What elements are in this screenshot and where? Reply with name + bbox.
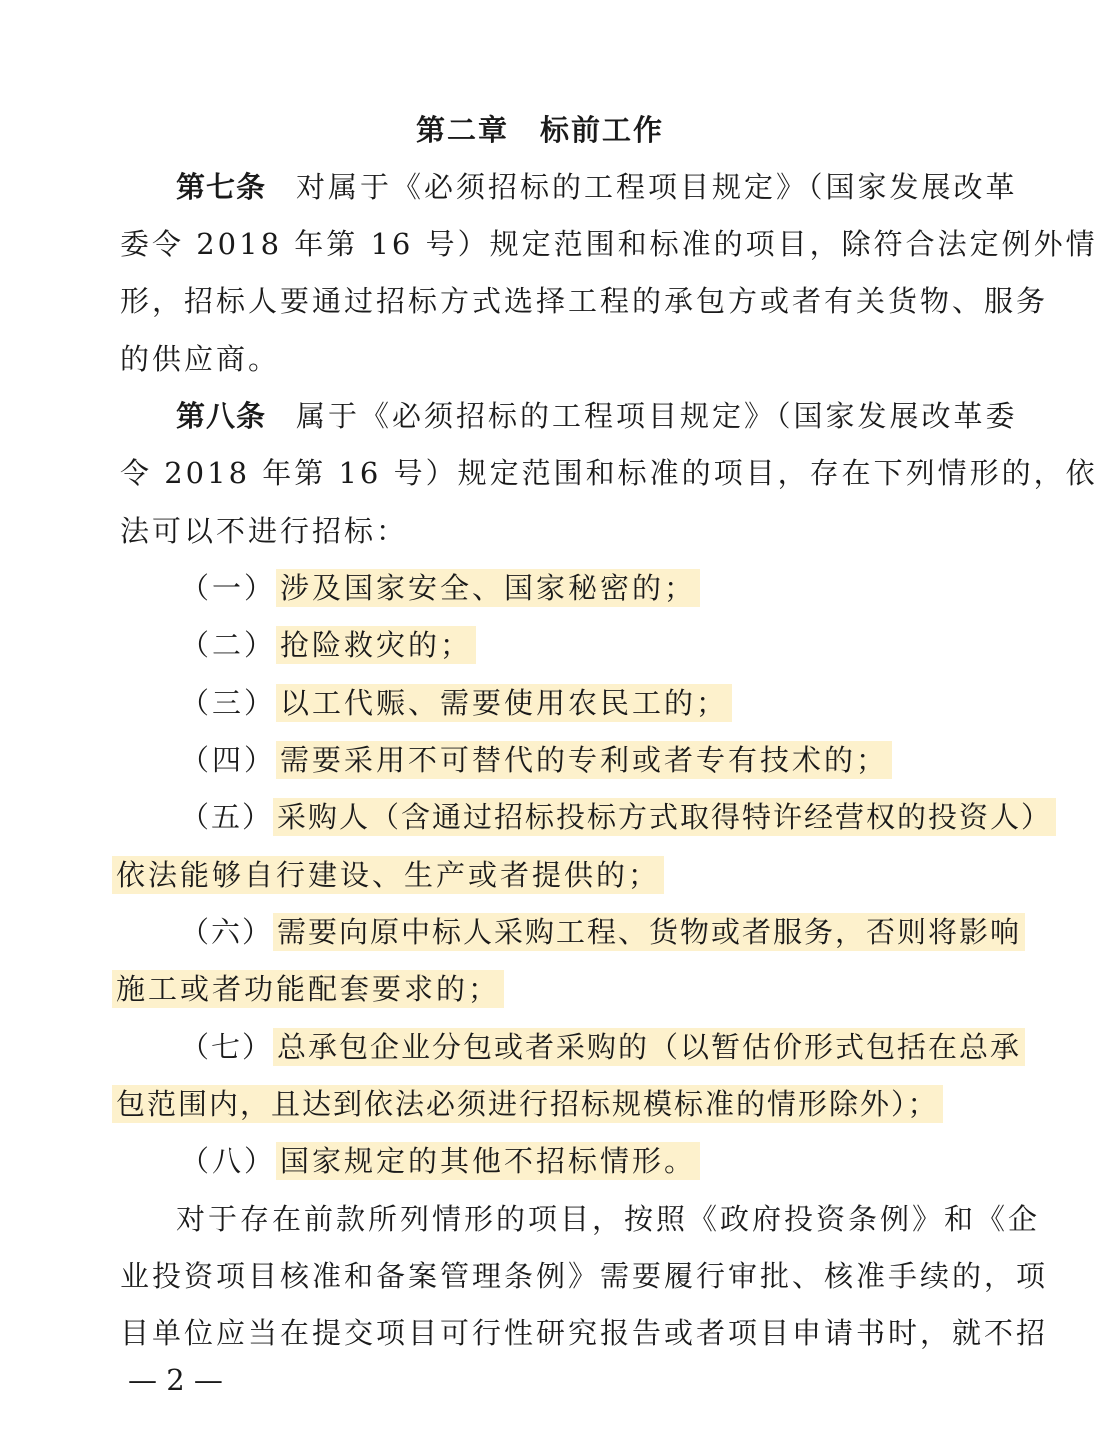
list-item-1 <box>120 568 965 608</box>
list-item-text: 包范围内，且达到依法必须进行招标规模标准的情形除外）； <box>112 1085 943 1123</box>
list-item-label: （二） <box>180 628 277 662</box>
list-item-6 <box>120 912 1022 952</box>
list-item-8 <box>120 1141 965 1181</box>
list-item-text: 国家规定的其他不招标情形。 <box>276 1142 700 1180</box>
list-item-label: （八） <box>180 1144 277 1178</box>
page-number: — 2 — <box>128 1363 223 1397</box>
list-item-2 <box>120 625 965 665</box>
article-7-line-1 <box>120 167 1018 207</box>
final-paragraph-line-3: 目单位应当在提交项目可行性研究报告或者项目申请书时，就不招 <box>120 1316 1049 1350</box>
article-7-line-4: 的供应商。 <box>120 342 281 376</box>
list-item-text: 需要向原中标人采购工程、货物或者服务，否则将影响 <box>273 913 1025 951</box>
list-item-7 <box>120 1027 1022 1067</box>
article-8-line-1 <box>120 396 1018 436</box>
list-item-6-continued <box>112 969 957 1009</box>
list-item-text: 需要采用不可替代的专利或者专有技术的； <box>276 741 892 779</box>
article-8-number: 第八条 <box>176 399 267 433</box>
final-paragraph-line-2: 业投资项目核准和备案管理条例》需要履行审批、核准手续的，项 <box>120 1259 1049 1293</box>
list-item-3 <box>120 683 965 723</box>
list-item-label: （五） <box>180 800 274 834</box>
list-item-text: 涉及国家安全、国家秘密的； <box>276 569 700 607</box>
article-8-text: 属于《必须招标的工程项目规定》（国家发展改革委 <box>296 399 1018 433</box>
list-item-label: （三） <box>180 686 277 720</box>
list-item-text: 以工代赈、需要使用农民工的； <box>276 684 732 722</box>
list-item-5 <box>120 797 1053 837</box>
list-item-text: 施工或者功能配套要求的； <box>112 970 504 1008</box>
list-item-label: （四） <box>180 743 277 777</box>
list-item-text: 抢险救灾的； <box>276 626 476 664</box>
list-item-text: 总承包企业分包或者采购的（以暂估价形式包括在总承 <box>273 1028 1025 1066</box>
article-7-text: 对属于《必须招标的工程项目规定》（国家发展改革 <box>296 170 1018 204</box>
list-item-label: （一） <box>180 571 277 605</box>
list-item-5-continued <box>112 855 957 895</box>
list-item-4 <box>120 740 965 780</box>
article-7-line-3: 形，招标人要通过招标方式选择工程的承包方或者有关货物、服务 <box>120 284 1049 318</box>
list-item-text: 依法能够自行建设、生产或者提供的； <box>112 856 664 894</box>
chapter-title: 第二章 标前工作 <box>415 113 664 147</box>
list-item-7-continued <box>112 1084 967 1124</box>
article-8-line-3: 法可以不进行招标： <box>120 514 409 548</box>
list-item-text: 采购人（含通过招标投标方式取得特许经营权的投资人） <box>273 798 1056 836</box>
article-8-line-2: 令 2018 年第 16 号）规定范围和标准的项目，存在下列情形的，依 <box>120 456 1098 490</box>
list-item-label: （七） <box>180 1030 274 1064</box>
list-item-label: （六） <box>180 915 274 949</box>
article-7-line-2: 委令 2018 年第 16 号）规定范围和标准的项目，除符合法定例外情 <box>120 227 1098 261</box>
final-paragraph-line-1: 对于存在前款所列情形的项目，按照《政府投资条例》和《企 <box>176 1202 1041 1236</box>
article-7-number: 第七条 <box>176 170 267 204</box>
